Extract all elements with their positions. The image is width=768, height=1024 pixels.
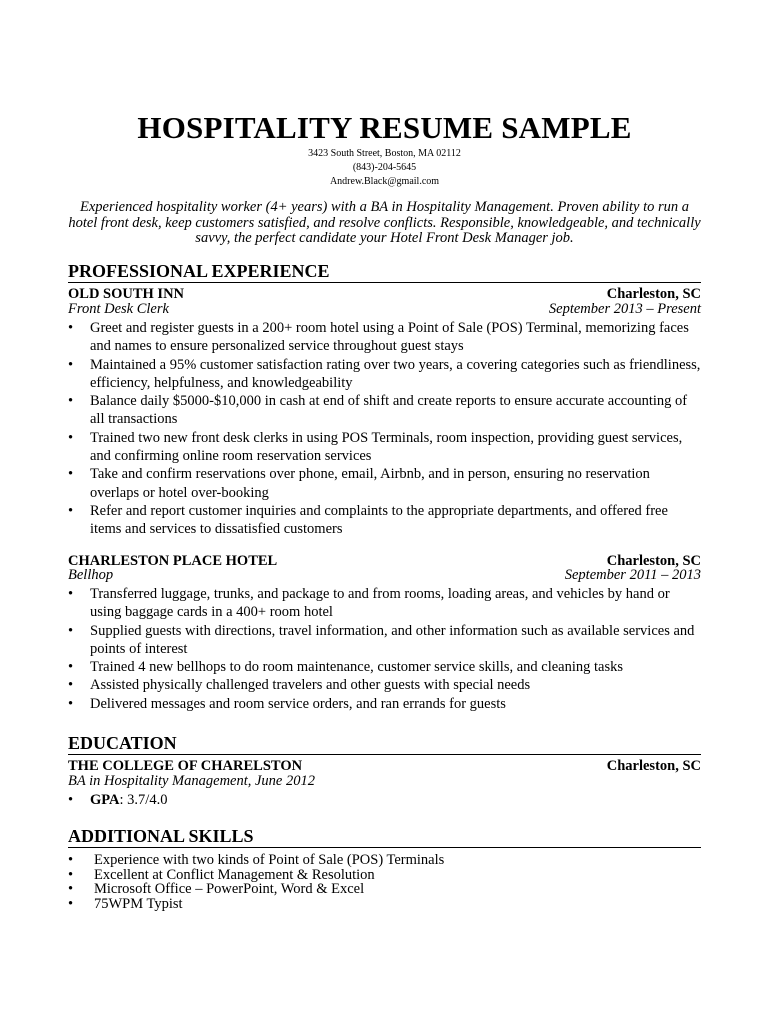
list-item [68,392,701,429]
bullet-icon: • [68,429,74,446]
bullet-icon: • [68,677,74,694]
bullet-icon: • [68,466,74,483]
job-2-bullet-1: Transferred luggage, trunks, and package to and from rooms, loading areas, and vehicles by hand or using baggage cards in a 400+ room hotel [90,586,670,621]
school-name: THE COLLEGE OF CHARELSTON [68,758,303,774]
job-2-subheader [68,567,701,584]
job-1-bullets [68,319,701,539]
gpa-value: : 3.7/4.0 [119,792,168,808]
experience-heading: PROFESSIONAL EXPERIENCE [68,261,701,283]
skills-list [68,853,701,911]
bullet-icon: • [68,695,74,712]
job-1-bullet-6: Refer and report customer inquiries and complaints to the appropriate departments, and offered free items and services to dissatisfied customers [90,502,668,538]
list-item [68,622,701,659]
job-2-employer: CHARLESTON PLACE HOTEL [68,553,278,569]
skill-item: Excellent at Conflict Management & Resolution [94,866,375,883]
job-1-bullet-5: Take and confirm reservations over phone, email, Airbnb, and in person, ensuring no reservation overlaps or hotel over-booking [90,466,650,501]
job-2-bullet-4: Assisted physically challenged travelers and other guests with special needs [90,677,531,694]
education-subheader [68,773,701,790]
list-item [68,791,701,809]
job-2-bullet-5: Delivered messages and room service orders, and ran errands for guests [90,695,506,712]
job-1-location: Charleston, SC [606,286,701,302]
bullet-icon: • [68,622,74,639]
job-2-bullet-3: Trained 4 new bellhops to do room maintenance, customer service skills, and cleaning tasks [90,659,624,676]
list-item [68,853,701,868]
job-1-bullet-1: Greet and register guests in a 200+ room hotel using a Point of Sale (POS) Terminal, memorizing faces and names to ensure personalized service throughout guest stays [90,320,689,355]
job-2-dates: September 2011 – 2013 [564,567,701,583]
degree-text: BA in Hospitality Management, June 2012 [68,773,315,789]
address-text: 3423 South Street, Boston, MA 02112 [308,148,461,159]
phone-text: (843)-204-5645 [352,162,417,173]
job-1-bullet-2: Maintained a 95% customer satisfaction rating over two years, a covering categories such as friendliness, efficiency, helpfulness, and knowledgeability [90,356,701,391]
bullet-icon: • [68,895,74,912]
job-1-subheader [68,301,701,318]
skill-item: 75WPM Typist [94,895,183,912]
skills-heading: ADDITIONAL SKILLS [68,826,701,848]
job-1-bullet-3: Balance daily $5000-$10,000 in cash at end of shift and create reports to ensure accurate accounting of all transactions [90,393,688,428]
bullet-icon: • [68,586,74,602]
email-text: Andrew.Black@gmail.com [329,176,440,187]
list-item [68,882,701,897]
bullet-icon: • [68,866,74,883]
job-1-bullet-4: Trained two new front desk clerks in using POS Terminals, room inspection, providing guest services, and confirming online room reservation services [90,429,683,465]
skill-item: Microsoft Office – PowerPoint, Word & Excel [94,881,365,897]
education-heading: EDUCATION [68,733,701,755]
list-item [68,585,701,622]
bullet-icon: • [68,393,74,410]
bullet-icon: • [68,852,74,868]
list-item [68,356,701,393]
summary-text: Experienced hospitality worker (4+ years) with a BA in Hospitality Management. Proven ability to run a hotel front desk, keep customers satisfied, and resolve conflicts. Responsible, knowledgeable, and technically savvy, the perfect candidate your Hotel Front Desk Manager job. [68,199,701,246]
job-1-role: Front Desk Clerk [68,301,169,317]
job-1-dates: September 2013 – Present [548,301,701,317]
bullet-icon: • [68,502,74,519]
list-item [68,502,701,539]
bullet-icon: • [68,659,74,676]
page-title: HOSPITALITY RESUME SAMPLE [137,110,632,145]
education-bullets [68,791,701,809]
contact-block [68,147,701,189]
school-location: Charleston, SC [606,758,701,774]
list-item [68,319,701,356]
skill-item: Experience with two kinds of Point of Sale (POS) Terminals [94,852,445,868]
list-item [68,429,701,466]
job-2-bullets [68,585,701,713]
list-item [68,465,701,502]
bullet-icon: • [68,792,74,808]
gpa-label: GPA [90,792,120,808]
list-item [68,658,701,676]
job-2-bullet-2: Supplied guests with directions, travel information, and other information such as available services and points of interest [90,622,695,657]
list-item [68,868,701,883]
job-2-role: Bellhop [68,567,114,583]
bullet-icon: • [68,320,74,336]
list-item [68,695,701,713]
job-1-employer: OLD SOUTH INN [68,286,185,302]
job-2-location: Charleston, SC [606,553,701,569]
bullet-icon: • [68,356,74,373]
bullet-icon: • [68,881,74,897]
list-item [68,897,701,912]
list-item [68,676,701,694]
